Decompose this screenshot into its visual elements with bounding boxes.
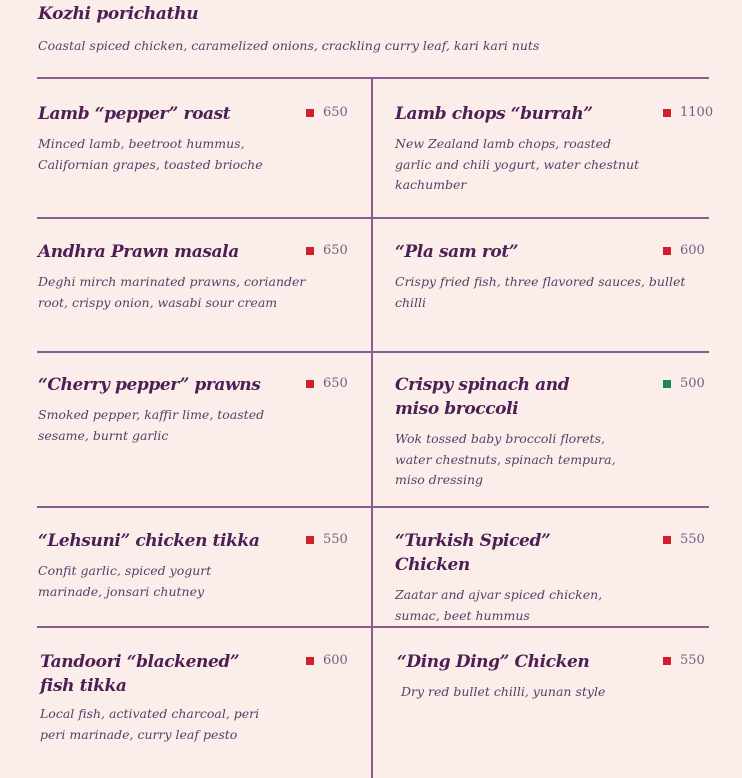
non-veg-marker-icon <box>306 380 314 388</box>
non-veg-marker-icon <box>663 109 671 117</box>
menu-item <box>395 102 713 196</box>
non-veg-marker-icon <box>663 657 671 665</box>
menu-item <box>395 373 713 491</box>
item-name: “Lehsuni” chicken tikka <box>38 531 260 551</box>
item-name: Crispy spinach and miso broccoli <box>395 375 570 419</box>
item-name: “Turkish Spiced” Chicken <box>395 531 551 575</box>
item-price: 600 <box>306 653 348 668</box>
item-description: Dry red bullet chilli, yunan style <box>401 684 606 699</box>
menu-item <box>40 650 358 745</box>
menu-item <box>38 102 356 175</box>
item-name: Andhra Prawn masala <box>38 242 239 262</box>
menu-item <box>38 240 356 313</box>
item-price: 650 <box>306 376 348 391</box>
item-price: 650 <box>306 105 348 120</box>
menu-header <box>38 4 718 53</box>
non-veg-marker-icon <box>306 109 314 117</box>
item-price: 550 <box>306 532 348 547</box>
menu-item <box>38 529 356 602</box>
item-description: Wok tossed baby broccoli florets, water chestnuts, spinach tempura, miso dressing <box>395 431 616 487</box>
item-description: Smoked pepper, kaffir lime, toasted sesame, burnt garlic <box>38 407 265 443</box>
item-name: “Pla sam rot” <box>395 242 519 262</box>
item-price: 1100 <box>663 105 713 120</box>
menu-item <box>395 529 713 626</box>
column-divider <box>371 78 373 778</box>
section-description: Coastal spiced chicken, caramelized onions, crackling curry leaf, kari kari nuts <box>38 38 540 53</box>
section-title: Kozhi porichathu <box>38 4 199 24</box>
divider-row-4 <box>37 626 709 628</box>
item-description: New Zealand lamb chops, roasted garlic and chili yogurt, water chestnut kachumber <box>395 136 640 192</box>
item-name: Tandoori “blackened” fish tikka <box>40 652 240 696</box>
non-veg-marker-icon <box>306 536 314 544</box>
item-description: Local fish, activated charcoal, peri peri marinade, curry leaf pesto <box>40 706 260 742</box>
divider-row-2 <box>37 351 709 353</box>
divider-row-1 <box>37 217 709 219</box>
item-price: 650 <box>306 243 348 258</box>
non-veg-marker-icon <box>306 657 314 665</box>
item-price: 550 <box>663 653 705 668</box>
menu-item <box>38 373 356 446</box>
non-veg-marker-icon <box>306 247 314 255</box>
item-description: Confit garlic, spiced yogurt marinade, jonsari chutney <box>38 563 212 599</box>
non-veg-marker-icon <box>663 247 671 255</box>
veg-marker-icon <box>663 380 671 388</box>
item-name: “Ding Ding” Chicken <box>397 652 590 672</box>
item-price: 500 <box>663 376 705 391</box>
item-price: 600 <box>663 243 705 258</box>
item-description: Crispy fried fish, three flavored sauces, bullet chilli <box>395 274 686 310</box>
divider-top <box>37 77 709 79</box>
item-name: “Cherry pepper” prawns <box>38 375 261 395</box>
item-description: Deghi mirch marinated prawns, coriander root, crispy onion, wasabi sour cream <box>38 274 306 310</box>
item-price: 550 <box>663 532 705 547</box>
divider-row-3 <box>37 506 709 508</box>
item-name: Lamb chops “burrah” <box>395 104 593 124</box>
menu-item <box>395 240 713 313</box>
menu-item <box>397 650 715 703</box>
item-description: Zaatar and ajvar spiced chicken, sumac, beet hummus <box>395 587 603 623</box>
item-name: Lamb “pepper” roast <box>38 104 231 124</box>
item-description: Minced lamb, beetroot hummus, Californian grapes, toasted brioche <box>38 136 263 172</box>
non-veg-marker-icon <box>663 536 671 544</box>
